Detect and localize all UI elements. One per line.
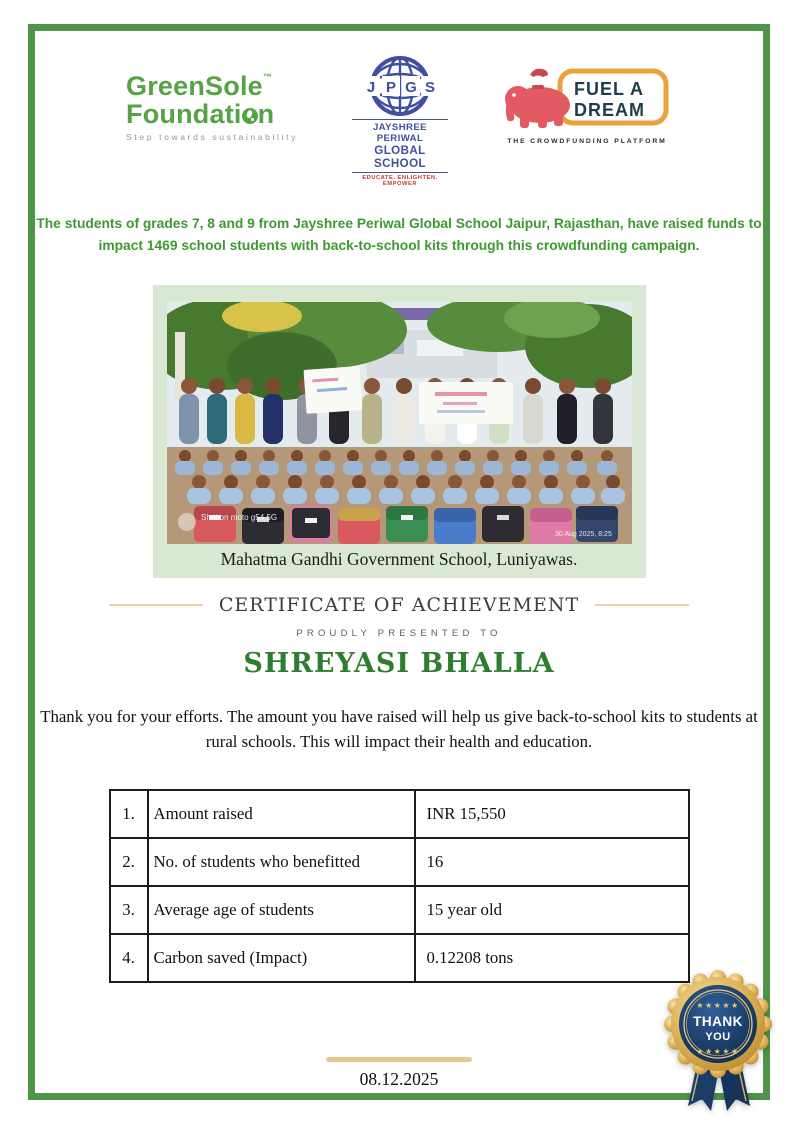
school-bags-row <box>194 506 618 544</box>
date-rule <box>326 1057 472 1062</box>
greensole-globe-icon <box>242 108 258 124</box>
badge-text <box>693 1001 743 1056</box>
thank-you-badge <box>658 964 780 1116</box>
presented-to-label: PROUDLY PRESENTED TO <box>296 628 502 640</box>
svg-text:30 Aug 2025, 8:25: 30 Aug 2025, 8:25 <box>554 531 612 539</box>
row-value: INR 15,550 <box>415 790 689 838</box>
heading-rule-left <box>109 604 203 606</box>
row-number: 1. <box>110 790 148 838</box>
fuel-a-dream-mark <box>502 61 672 131</box>
svg-text:THANK: THANK <box>693 1014 743 1029</box>
svg-text:★★★★★: ★★★★★ <box>696 1001 740 1010</box>
jpgs-name-line2: GLOBAL SCHOOL <box>352 144 448 173</box>
svg-text:★★★★★: ★★★★★ <box>696 1047 740 1056</box>
table-row <box>110 934 689 982</box>
table-row <box>110 886 689 934</box>
row-number: 4. <box>110 934 148 982</box>
svg-text:Shot on moto g54 5G: Shot on moto g54 5G <box>200 513 277 523</box>
svg-text:YOU: YOU <box>705 1031 731 1043</box>
row-label: Amount raised <box>148 790 415 838</box>
svg-text:FUEL A: FUEL A <box>573 79 644 99</box>
fuel-a-dream-logo <box>502 61 672 145</box>
recipient-name: SHREYASI BHALLA <box>243 648 555 680</box>
thank-you-message: Thank you for your efforts. The amount you have raised will help us give back-to-school kits to students at rural schools. This will impact their health and education. <box>40 707 758 752</box>
table-row <box>110 790 689 838</box>
row-label: No. of students who benefitted <box>148 838 415 886</box>
table-row <box>110 838 689 886</box>
impact-stats-table <box>109 789 690 983</box>
certificate-heading: CERTIFICATE OF ACHIEVEMENT <box>218 594 580 617</box>
row-number: 3. <box>110 886 148 934</box>
jpgs-globe-icon <box>357 55 443 117</box>
photo-caption: Mahatma Gandhi Government School, Luniyawas. <box>220 549 578 570</box>
partner-logos-row <box>126 55 672 187</box>
row-number: 2. <box>110 838 148 886</box>
school-photo <box>167 302 632 544</box>
svg-text:DREAM: DREAM <box>573 100 645 120</box>
greensole-foundation-logo <box>126 73 298 142</box>
school-photo-card <box>153 285 646 578</box>
row-value: 15 year old <box>415 886 689 934</box>
jpgs-name-line1: JAYSHREE PERIWAL <box>352 119 448 144</box>
jpgs-school-logo <box>352 55 448 187</box>
campaign-intro-text: The students of grades 7, 8 and 9 from Jayshree Periwal Global School Jaipur, Rajasthan, have raised funds to impact 1469 school students with back-to-school kits through this crowdfunding campaign. <box>36 216 762 254</box>
svg-text:J: J <box>366 79 376 96</box>
greensole-word2a: Foundati <box>126 98 242 129</box>
greensole-tagline: Step towards sustainability <box>126 132 298 143</box>
row-label: Average age of students <box>148 886 415 934</box>
heading-rule-right <box>595 604 689 606</box>
greensole-tm: ™ <box>262 72 273 82</box>
svg-text:P: P <box>385 79 396 96</box>
row-value: 0.12208 tons <box>415 934 689 982</box>
certificate-heading-row <box>109 594 689 616</box>
greensole-word2b: n <box>257 98 275 129</box>
row-value: 16 <box>415 838 689 886</box>
jpgs-motto: EDUCATE. ENLIGHTEN. EMPOWER <box>362 175 438 187</box>
certificate-date: 08.12.2025 <box>359 1068 439 1089</box>
greensole-word1: GreenSole <box>126 71 263 101</box>
row-label: Carbon saved (Impact) <box>148 934 415 982</box>
fuel-a-dream-tagline: THE CROWDFUNDING PLATFORM <box>507 138 667 145</box>
svg-text:G: G <box>405 79 417 96</box>
greensole-wordmark <box>126 73 298 128</box>
svg-text:S: S <box>424 79 435 96</box>
certificate-content <box>35 31 763 1093</box>
